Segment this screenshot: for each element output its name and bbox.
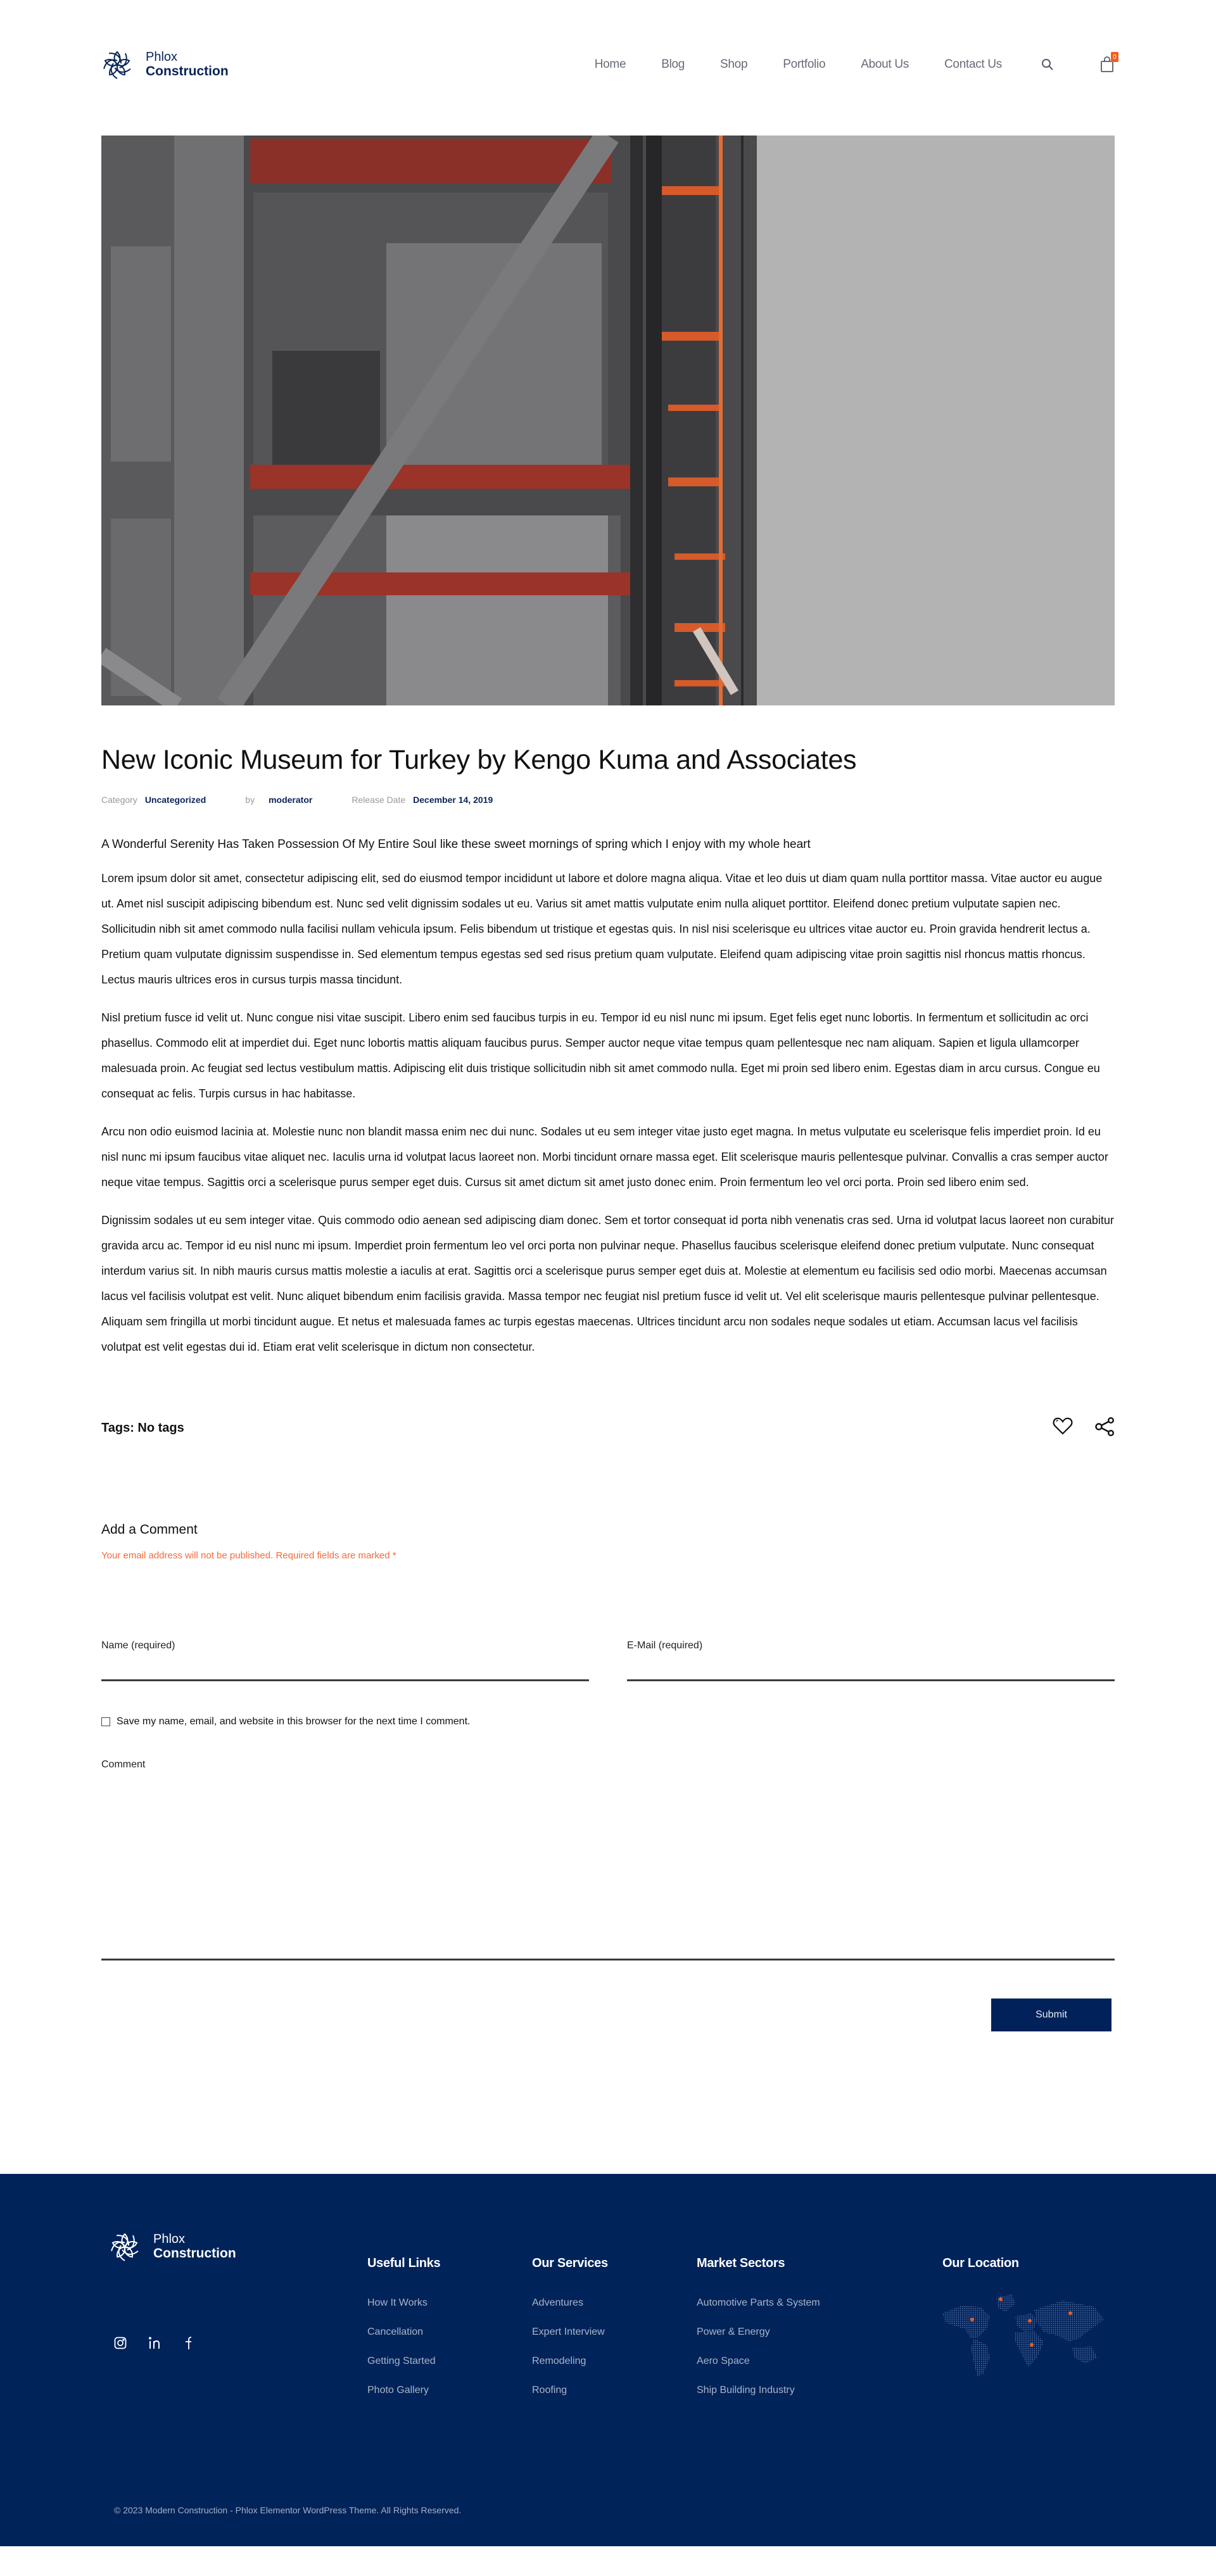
footer-link[interactable]: How It Works — [367, 2297, 428, 2308]
article-paragraph: Arcu non odio euismod lacinia at. Molestie nunc non blandit massa enim nec dui nunc. Sodales ut eu sem integer vitae justo eget magna. In metus vulputate eu scelerisque felis imperdiet proin. Id eu nisl nunc mi ipsum faucibus vitae aliquet nec. Iaculis urna id volutpat lacus laoreet non. Morbi tincidunt ornare massa eget. Elit scelerisque mauris pellentesque pulvinar. Convallis a cras semper auctor neque vitae tempus. Sagittis orci a scelerisque purus semper eget duis. Cursus sit amet dictum sit amet justo donec enim. Proin fermentum leo vel orci porta. Proin sed libero enim sed. — [101, 1125, 1108, 1189]
category-link[interactable]: Uncategorized — [144, 795, 206, 805]
site-header — [101, 0, 1115, 136]
article-intro: A Wonderful Serenity Has Taken Possession Of My Entire Soul like these sweet mornings of spring which I enjoy with my whole heart — [101, 838, 811, 851]
nav-shop[interactable]: Shop — [720, 58, 748, 71]
email-field — [627, 1640, 1115, 1681]
footer-link[interactable]: Ship Building Industry — [697, 2385, 795, 2396]
footer-logo[interactable] — [109, 2231, 236, 2263]
site-footer — [0, 2174, 1216, 2546]
facebook-icon — [184, 2336, 193, 2350]
footer-link[interactable]: Photo Gallery — [367, 2385, 429, 2396]
nav-contact-us[interactable]: Contact Us — [944, 58, 1002, 71]
footer-link[interactable]: Expert Interview — [532, 2327, 605, 2337]
footer-column-title: Market Sectors — [697, 2256, 785, 2270]
cart-button[interactable] — [1099, 53, 1117, 72]
footer-column-market-sectors — [697, 2256, 820, 2414]
heart-icon — [1053, 1417, 1073, 1436]
nav-about-us[interactable]: About Us — [861, 58, 909, 71]
footer-column-our-services — [532, 2256, 608, 2414]
tags-label: Tags: No tags — [101, 1421, 184, 1435]
hero-section — [101, 136, 1115, 705]
save-info-checkbox[interactable] — [101, 1717, 110, 1726]
footer-link[interactable]: Roofing — [532, 2385, 567, 2396]
share-icon — [1094, 1417, 1115, 1437]
like-button[interactable] — [1053, 1417, 1073, 1440]
email-field-label: E-Mail (required) — [627, 1640, 703, 1651]
instagram-link[interactable] — [114, 2337, 127, 2352]
main-nav — [594, 53, 1117, 72]
logo-text — [146, 50, 229, 79]
footer-link[interactable]: Remodeling — [532, 2356, 586, 2366]
footer-link[interactable]: Getting Started — [367, 2356, 436, 2366]
footer-column-title: Our Location — [942, 2256, 1019, 2270]
article — [101, 745, 1115, 2031]
facebook-link[interactable] — [184, 2336, 193, 2353]
comment-field-label: Comment — [101, 1759, 146, 1770]
comment-form — [101, 1522, 1115, 2031]
category-label: Category — [101, 795, 137, 805]
date-value: December 14, 2019 — [413, 795, 493, 805]
comment-textarea-wrapper — [101, 1783, 1115, 1960]
comment-textarea[interactable] — [101, 1783, 1115, 1959]
article-title: New Iconic Museum for Turkey by Kengo Kuma and Associates — [101, 745, 857, 775]
article-paragraph: Dignissim sodales ut eu sem integer vitae. Quis commodo odio aenean sed adipiscing diam donec. Sem et tortor consequat id porta nibh venenatis cras sed. Urna id volutpat lacus laoreet non curabitur gravida arcu ac. Tempor id eu nisl nunc mi ipsum. Imperdiet proin fermentum leo vel orci porta non pulvinar neque. Phasellus faucibus scelerisque eleifend donec pretium vulputate. Nunc consequat interdum varius sit. In nibh mauris cursus mattis molestie a iaculis at erat. Sagittis orci a scelerisque purus semper eget duis at. Molestie at elementum eu facilisis sed odio morbi. Maecenas accumsan lacus vel facilisis volutpat est velit. Nunc aliquet bibendum enim facilisis gravida. Massa tempor nec feugiat nisl pretium fusce id velit ut. Vel elit scelerisque mauris pellentesque pulvinar pellentesque. Aliquam sem fringilla ut morbi tincidunt augue. Et netus et malesuada fames ac turpis egestas maecenas. Ultrices tincidunt arcu non sodales neque sodales ut etiam. Accumsan lacus vel facilisis volutpat est velit egestas dui id. Etiam erat velit scelerisque in dictum non consectetur. — [101, 1214, 1114, 1353]
building-facade-photo — [101, 136, 1115, 705]
name-input-underline — [101, 1679, 589, 1681]
flower-logo-icon — [109, 2231, 141, 2263]
flower-logo-icon — [101, 49, 133, 80]
site-logo[interactable] — [101, 49, 229, 80]
footer-link[interactable]: Aero Space — [697, 2356, 750, 2366]
footer-column-our-location — [942, 2256, 1120, 2271]
logo-line1: Phlox — [146, 50, 178, 65]
footer-logo-line1: Phlox — [153, 2232, 186, 2247]
footer-logo-line2: Construction — [153, 2246, 236, 2261]
nav-blog[interactable]: Blog — [661, 58, 685, 71]
logo-line2: Construction — [146, 64, 229, 79]
submit-button[interactable]: Submit — [991, 1998, 1112, 2031]
nav-portfolio[interactable]: Portfolio — [783, 58, 826, 71]
hero-image — [101, 136, 1115, 705]
email-input-underline — [627, 1679, 1115, 1681]
comment-form-note: Your email address will not be published. Required fields are marked * — [101, 1550, 396, 1561]
search-icon — [1041, 58, 1054, 71]
article-paragraph: Nisl pretium fusce id velit ut. Nunc congue nisi vitae suscipit. Libero enim sed faucibus turpis in eu. Tempor id eu nisl nunc mi ipsum. Eget felis eget nunc lobortis. In fermentum et sollicitudin ac orci phasellus. Commodo elit at imperdiet dui. Eget nunc lobortis mattis aliquam faucibus purus. Semper auctor neque vitae tempus quam pellentesque nec nam aliquam. Sapien et ligula ullamcorper malesuada proin. Ac feugiat sed lectus vestibulum mattis. Adipiscing elit duis tristique sollicitudin nibh sit amet commodo nulla. Eget mi proin sed libero enim. Egestas diam in arcu cursus. Congue eu consequat ac felis. Turpis cursus in hac habitasse. — [101, 1011, 1100, 1100]
footer-column-title: Our Services — [532, 2256, 608, 2270]
name-field — [101, 1640, 589, 1681]
footer-link[interactable]: Adventures — [532, 2297, 583, 2308]
linkedin-link[interactable] — [148, 2337, 162, 2352]
author-link[interactable]: moderator — [269, 795, 313, 805]
save-info-row — [101, 1716, 1115, 1727]
dotted-world-map — [942, 2294, 1107, 2389]
tags-share-row — [101, 1417, 1115, 1440]
footer-link[interactable]: Automotive Parts & System — [697, 2297, 820, 2308]
post-actions — [1053, 1417, 1115, 1440]
article-meta — [101, 795, 1115, 805]
date-label: Release Date — [352, 795, 406, 805]
name-field-label: Name (required) — [101, 1640, 175, 1651]
linkedin-icon — [148, 2337, 162, 2349]
search-button[interactable] — [1040, 57, 1055, 72]
copyright-text: © 2023 Modern Construction - Phlox Elementor WordPress Theme. All Rights Reserved. — [114, 2505, 462, 2515]
footer-logo-text — [153, 2232, 236, 2261]
submit-row — [101, 1998, 1115, 2031]
footer-column-title: Useful Links — [367, 2256, 441, 2270]
cart-count-badge: 0 — [1111, 52, 1118, 62]
nav-home[interactable]: Home — [594, 58, 626, 71]
save-info-label: Save my name, email, and website in this browser for the next time I comment. — [117, 1716, 471, 1727]
footer-column-useful-links — [367, 2256, 440, 2414]
instagram-icon — [114, 2337, 127, 2349]
comment-form-title: Add a Comment — [101, 1522, 198, 1537]
footer-link[interactable]: Power & Energy — [697, 2327, 770, 2337]
footer-link[interactable]: Cancellation — [367, 2327, 424, 2337]
social-links — [114, 2336, 193, 2353]
article-paragraph: Lorem ipsum dolor sit amet, consectetur adipiscing elit, sed do eiusmod tempor incididunt ut labore et dolore magna aliqua. Vitae et leo duis ut diam quam nulla porttitor massa. Vitae auctor eu augue ut. Amet nisl suscipit adipiscing bibendum est. Nunc sed velit dignissim sodales ut eu. Varius sit amet mattis vulputate enim nulla aliquet porttitor. Eleifend donec pretium vulputate sapien nec. Sollicitudin nibh sit amet commodo nulla facilisi nullam vehicula ipsum. Felis bibendum ut tristique et egestas quis. In nisl nisi scelerisque eu ultrices vitae auctor eu. Proin gravida hendrerit lectus a. Pretium quam vulputate dignissim suspendisse in. Sed elementum tempus egestas sed sed risus pretium quam vulputate. Eleifend quam adipiscing vitae proin sagittis nisl rhoncus mattis rhoncus. Lectus mauris ultrices eros in cursus turpis massa tincidunt. — [101, 872, 1103, 986]
author-label: by — [245, 795, 255, 805]
share-button[interactable] — [1094, 1417, 1115, 1440]
comment-fields-row — [101, 1640, 1115, 1681]
